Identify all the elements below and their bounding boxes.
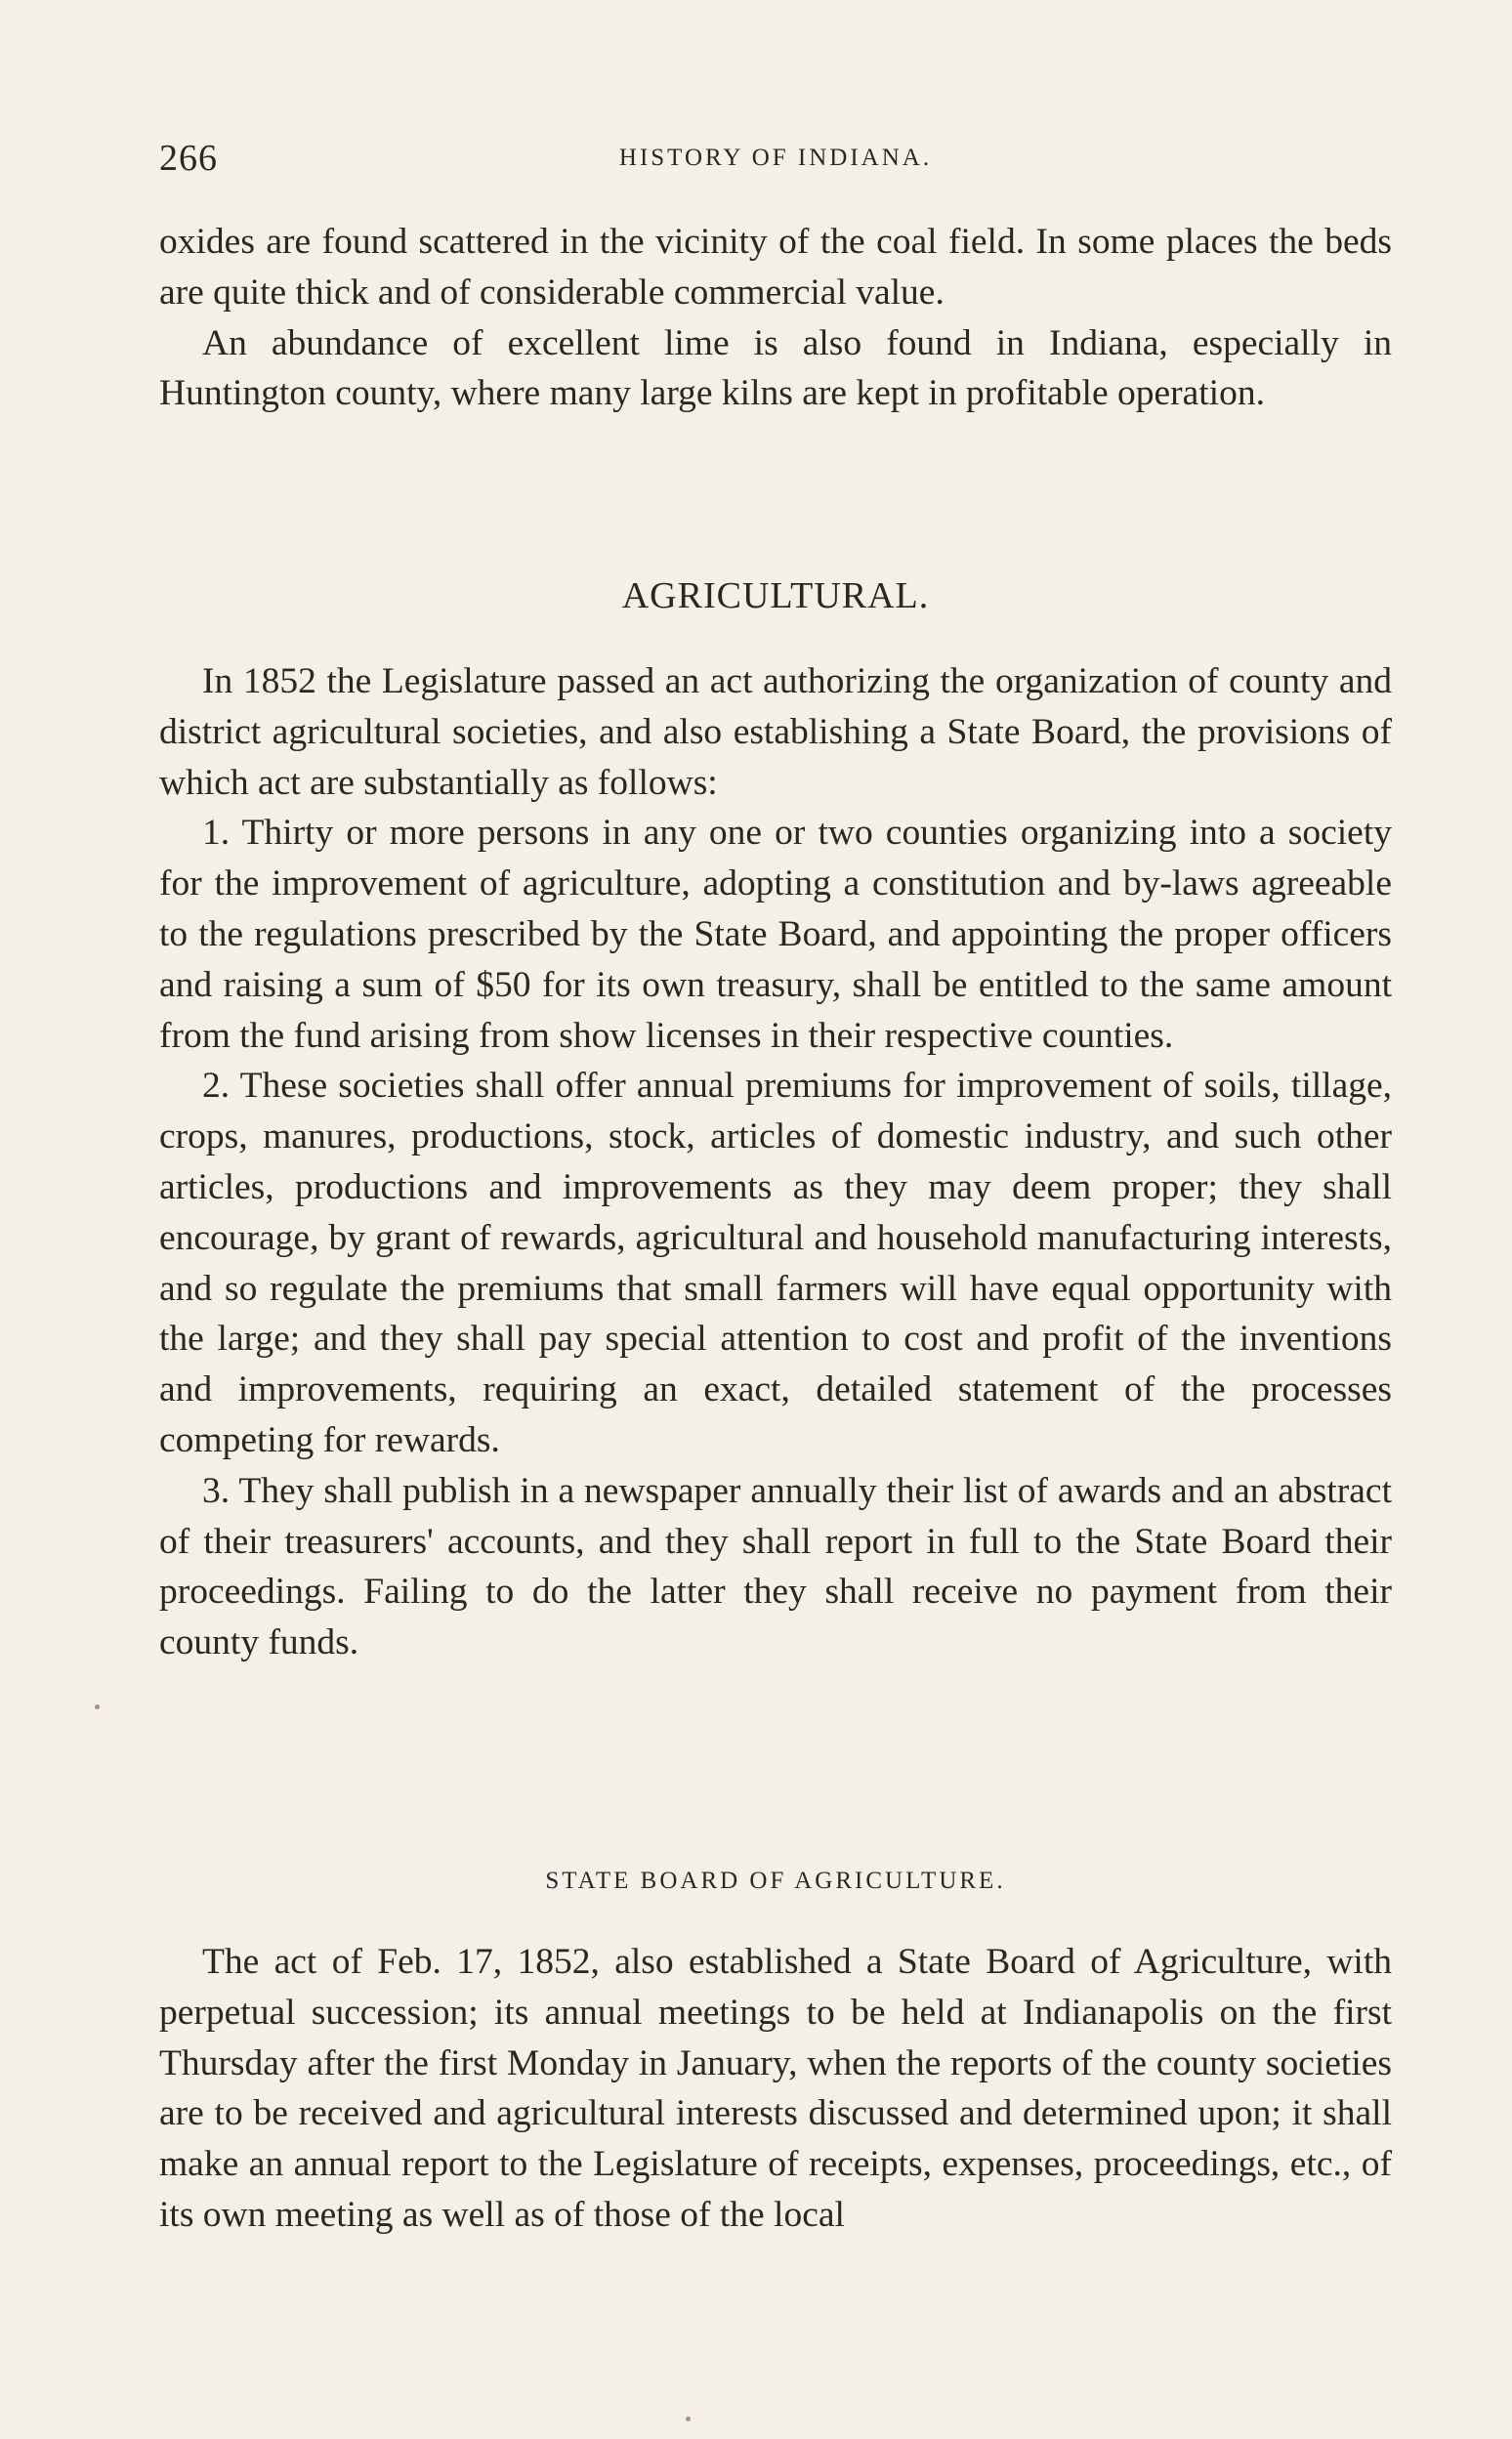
agricultural-paragraph-intro: In 1852 the Legislature passed an act authorizing the organization of county and district agricultural societies, and also establishing a State Board, the provisions of which act are substantially as follows: [159,661,1392,803]
page-header [159,137,1392,184]
agricultural-paragraph-item-2: 2. These societies shall offer annual premiums for improvement of soils, tillage, crops, manures, productions, stock, articles of domestic industry, and such other articles, productions and improvements as they may deem proper; they shall encourage, by grant of rewards, agricultural and household manufacturing interests, and so regulate the premiums that small farmers will have equal opportunity with the large; and they shall pay special attention to cost and profit of the inventions and improvements, requiring an exact, detailed statement of the processes competing for rewards. [159,1066,1392,1460]
page-number: 266 [159,138,218,179]
paper-speck [95,1704,100,1709]
agricultural-text [159,656,1392,1668]
intro-paragraph-1: oxides are found scattered in the vicinity of the coal field. In some places the beds are quite thick and of considerable commercial value. [159,222,1392,313]
paper-speck [686,2417,691,2421]
state-board-paragraph: The act of Feb. 17, 1852, also established a State Board of Agriculture, with perpetual succession; its annual meetings to be held at Indianapolis on the first Thursday after the first Monday in January, when the reports of the county societies are to be received and agricultural interests discussed and determined upon; it shall make an annual report to the Legislature of receipts, expenses, proceedings, etc., of its own meeting as well as of those of the local [159,1942,1392,2235]
section-heading-agricultural: AGRICULTURAL. [621,575,930,616]
intro-text [159,217,1392,419]
subsection-heading-state-board: STATE BOARD OF AGRICULTURE. [545,1868,1006,1894]
intro-paragraph-2: An abundance of excellent lime is also found in Indiana, especially in Huntington county, where many large kilns are kept in profitable operation. [159,322,1392,414]
running-title: HISTORY OF INDIANA. [618,145,933,171]
agricultural-paragraph-item-1: 1. Thirty or more persons in any one or two counties organizing into a society for the improvement of agriculture, adopting a constitution and by-laws agreeable to the regulations prescribed by the State Board, and appointing the proper officers and raising a sum of $50 for its own treasury, shall be entitled to the same amount from the fund arising from show licenses in their respective counties. [159,813,1392,1056]
agricultural-paragraph-item-3: 3. They shall publish in a newspaper annually their list of awards and an abstract of their treasurers' accounts, and they shall report in full to the State Board their proceedings. Failing to do the latter they shall receive no payment from their county funds. [159,1470,1392,1663]
state-board-text [159,1937,1392,2241]
